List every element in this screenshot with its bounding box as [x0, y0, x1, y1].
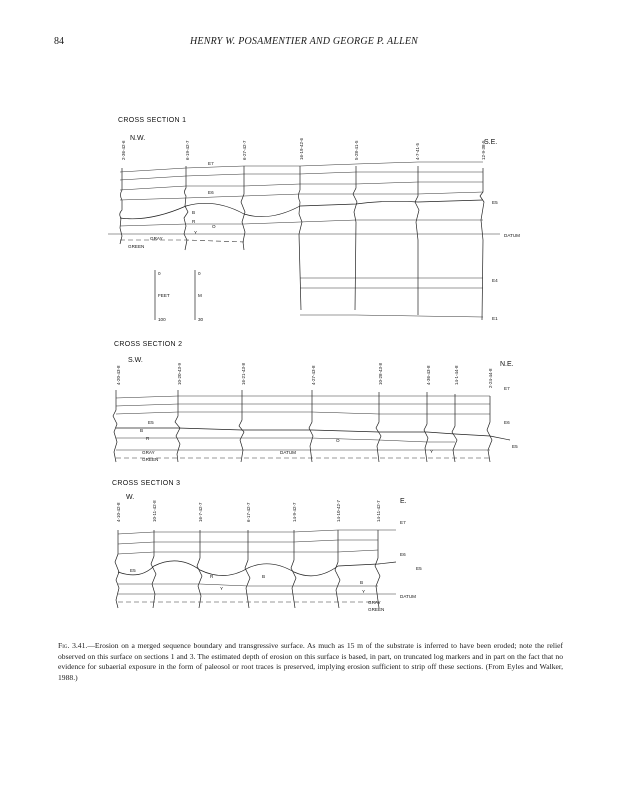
- cs1-well-log: [120, 168, 122, 244]
- cs1-unit-label: O: [212, 224, 216, 229]
- cs2-unit-label: B: [140, 428, 144, 433]
- scale-feet-label: FEET: [158, 293, 170, 298]
- cross-section-2-right-dir: N.E.: [500, 361, 514, 368]
- cs1-unit-label: B: [192, 210, 196, 215]
- cs2-marker: [116, 404, 490, 406]
- cs2-well-log: [487, 396, 492, 462]
- cs3-unit-label: E7: [400, 520, 406, 525]
- cs2-well-label: 10-20-43-9: [177, 362, 182, 385]
- cs1-unit-label: E6: [208, 190, 214, 195]
- cs3-well-log: [151, 530, 156, 608]
- cs1-well-label: 6-27-42-7: [242, 140, 247, 160]
- cross-section-3-title: CROSS SECTION 3: [112, 480, 181, 487]
- cs2-unit-label: Y: [430, 449, 434, 454]
- cs1-well-log: [415, 166, 419, 315]
- cs3-unit-label: R: [210, 574, 214, 579]
- cs3-unit-label: E5: [130, 568, 136, 573]
- cs1-marker: [300, 315, 483, 317]
- cs1-unit-label: DATUM: [504, 233, 520, 238]
- cs3-unit-label: B: [262, 574, 266, 579]
- cs3-well-label: 6-17-42-7: [246, 502, 251, 522]
- cs2-well-label: 2-24-44-8: [488, 368, 493, 388]
- cs1-well-label: 4-7-41-5: [415, 142, 420, 160]
- cross-section-3: [112, 480, 422, 612]
- scale-feet-top: 0: [158, 271, 161, 276]
- cs3-unit-label: E5: [416, 566, 422, 571]
- page-number: 84: [54, 36, 64, 47]
- scale-m-top: 0: [198, 271, 201, 276]
- cs1-marker-dashed: [120, 240, 244, 242]
- cross-section-1: [108, 117, 520, 322]
- cs2-well-log: [309, 390, 313, 462]
- cs1-erosion-surface-e5: [120, 200, 483, 219]
- cs2-well-log: [376, 392, 381, 462]
- cs1-unit-label: Y: [194, 230, 198, 235]
- cross-section-2-title: CROSS SECTION 2: [114, 341, 183, 348]
- cross-section-1-right-dir: S.E.: [484, 139, 498, 146]
- cs3-unit-label: GRAY: [368, 600, 381, 605]
- cs2-unit-label: E7: [504, 386, 510, 391]
- cs3-unit-label: Y: [362, 589, 366, 594]
- scale-bar: [155, 270, 204, 322]
- figure-caption-text: —Erosion on a merged sequence boundary and transgressive surface. As much as 15 m of the substrate is inferred to have been eroded; note the relief observed on this surface on sections 1 and 3. The estimated depth of erosion on this surface is based, in part, on truncated log markers and in part on the fact that no evidence for subaerial exposure in the form of paleosol or root traces is preserved, implying erosion sufficient to strip off these sections. (From Eyles and Walker, 1988.): [58, 641, 564, 682]
- cs2-unit-label: GRAY: [142, 450, 155, 455]
- cs1-unit-label: E5: [492, 200, 498, 205]
- cross-section-1-title: CROSS SECTION 1: [118, 117, 187, 124]
- cs2-well-label: 14-1-44-8: [454, 365, 459, 385]
- cs2-unit-label: O: [336, 438, 340, 443]
- cs3-well-label: 4-10-42-8: [116, 502, 121, 522]
- cs2-well-label: 4-27-43-8: [311, 365, 316, 385]
- cs3-well-label: 10-11-42-8: [152, 500, 157, 522]
- cs3-unit-label: DATUM: [400, 594, 416, 599]
- cs2-unit-label: E5: [512, 444, 518, 449]
- cross-section-1-left-dir: N.W.: [130, 135, 146, 142]
- cs3-well-label: 14-9-42-7: [292, 502, 297, 522]
- cs3-well-log: [197, 530, 202, 608]
- scale-m-label: M: [198, 293, 202, 298]
- cs1-unit-label: GRAY: [150, 236, 163, 241]
- cs2-unit-label: GREEN: [142, 457, 159, 462]
- cs3-unit-label: GREEN: [368, 607, 385, 612]
- cs1-well-label: 6-19-42-7: [185, 140, 190, 160]
- cs3-marker: [118, 584, 378, 586]
- cs3-unit-label: E6: [400, 552, 406, 557]
- cs3-well-label: 14-10-42-7: [336, 499, 341, 522]
- cs2-unit-label: DATUM: [280, 450, 296, 455]
- cs2-well-log: [239, 390, 244, 462]
- cs1-well-label: 2-36-42-6: [121, 140, 126, 160]
- cs3-unit-label: Y: [220, 586, 224, 591]
- cs1-well-log: [184, 166, 188, 250]
- cs2-well-label: 4-36-43-8: [426, 365, 431, 385]
- cs2-marker-e6: [116, 412, 490, 414]
- cs1-marker-e7: [120, 162, 483, 172]
- cs1-unit-label: GREEN: [128, 244, 145, 249]
- cross-section-3-right-dir: E.: [400, 498, 407, 505]
- cs3-well-label: 16-7-42-7: [198, 502, 203, 522]
- figure-number: Fig. 3.41.: [58, 641, 88, 650]
- cs2-marker-e7: [116, 396, 490, 398]
- cs2-well-log: [424, 392, 428, 462]
- cs3-well-log: [335, 530, 340, 608]
- cs1-well-log: [299, 166, 303, 310]
- cs2-unit-label: R: [146, 436, 150, 441]
- figure-caption: [58, 641, 563, 683]
- cs1-marker-e6: [120, 192, 483, 200]
- cs1-well-log: [353, 166, 357, 310]
- cs1-unit-label: E1: [492, 316, 498, 321]
- cs1-marker: [120, 182, 483, 190]
- cs1-well-label: 5-28-41-5: [354, 140, 359, 160]
- cs3-well-label: 14-11-42-7: [376, 500, 381, 522]
- cs2-well-label: 16-21-43-8: [241, 362, 246, 385]
- cross-section-2: [113, 341, 518, 462]
- cs3-well-log: [115, 530, 119, 608]
- cs2-unit-label: E5: [148, 420, 154, 425]
- running-head: HENRY W. POSAMENTIER AND GEORGE P. ALLEN: [190, 36, 419, 47]
- cs1-marker: [120, 172, 483, 180]
- cs2-well-label: 10-28-43-8: [378, 362, 383, 385]
- figure: [100, 110, 560, 615]
- cs3-unit-label: B: [360, 580, 364, 585]
- cross-sections-figure: [100, 110, 560, 615]
- cs2-marker: [116, 438, 455, 442]
- cs1-unit-label: R: [192, 219, 196, 224]
- cs2-unit-label: E6: [504, 420, 510, 425]
- scale-m-bottom: 30: [198, 317, 204, 322]
- cs2-well-label: 4-20-43-8: [116, 365, 121, 385]
- cs3-well-log: [375, 530, 380, 608]
- cross-section-3-left-dir: W.: [126, 494, 135, 501]
- cs3-marker-e7: [118, 530, 396, 534]
- cross-section-2-left-dir: S.W.: [128, 357, 143, 364]
- cs2-well-log: [175, 390, 180, 462]
- cs1-well-log: [241, 166, 245, 250]
- scale-feet-bottom: 100: [158, 317, 166, 322]
- cs1-unit-label: E4: [492, 278, 498, 283]
- cs3-erosion-surface-e5: [118, 561, 396, 576]
- cs1-well-log: [480, 168, 484, 320]
- cs2-well-log: [113, 390, 117, 462]
- cs1-well-label: 16-19-42-6: [299, 137, 304, 160]
- cs1-unit-label: E7: [208, 161, 214, 166]
- cs1-well-label: 12-9-38-5: [481, 140, 486, 160]
